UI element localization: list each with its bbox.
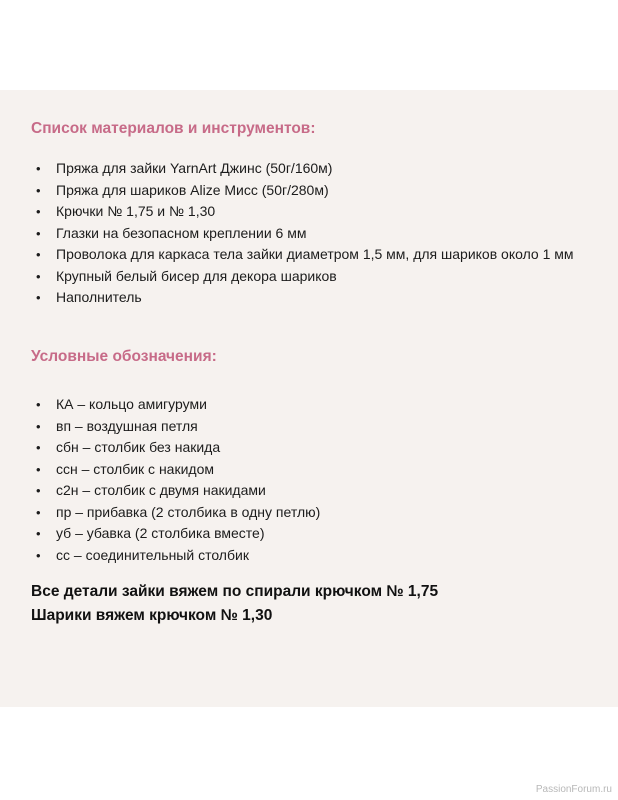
list-item: • уб – убавка (2 столбика вместе) <box>33 523 583 545</box>
note-line-1: Все детали зайки вяжем по спирали крючком № 1,75 <box>31 583 439 600</box>
list-item: • пр – прибавка (2 столбика в одну петлю) <box>33 502 583 524</box>
list-item: • Крупный белый бисер для декора шариков <box>33 266 583 288</box>
legend-heading: Условные обозначения: <box>31 348 217 365</box>
materials-list <box>33 158 583 309</box>
list-item: • Наполнитель <box>33 287 583 309</box>
list-item: • Проволока для каркаса тела зайки диаметром 1,5 мм, для шариков около 1 мм <box>33 244 583 266</box>
list-item: • вп – воздушная петля <box>33 416 583 438</box>
note-line-2: Шарики вяжем крючком № 1,30 <box>31 607 273 624</box>
materials-heading: Список материалов и инструментов: <box>31 120 316 137</box>
watermark: PassionForum.ru <box>535 784 612 795</box>
list-item: • КА – кольцо амигуруми <box>33 394 583 416</box>
list-item: • Глазки на безопасном креплении 6 мм <box>33 223 583 245</box>
list-item: • Пряжа для шариков Alize Мисс (50г/280м) <box>33 180 583 202</box>
list-item: • Пряжа для зайки YarnArt Джинс (50г/160м) <box>33 158 583 180</box>
legend-list <box>33 394 583 566</box>
list-item: • сбн – столбик без накида <box>33 437 583 459</box>
list-item: • сс – соединительный столбик <box>33 545 583 567</box>
list-item: • с2н – столбик с двумя накидами <box>33 480 583 502</box>
list-item: • Крючки № 1,75 и № 1,30 <box>33 201 583 223</box>
list-item: • ссн – столбик с накидом <box>33 459 583 481</box>
